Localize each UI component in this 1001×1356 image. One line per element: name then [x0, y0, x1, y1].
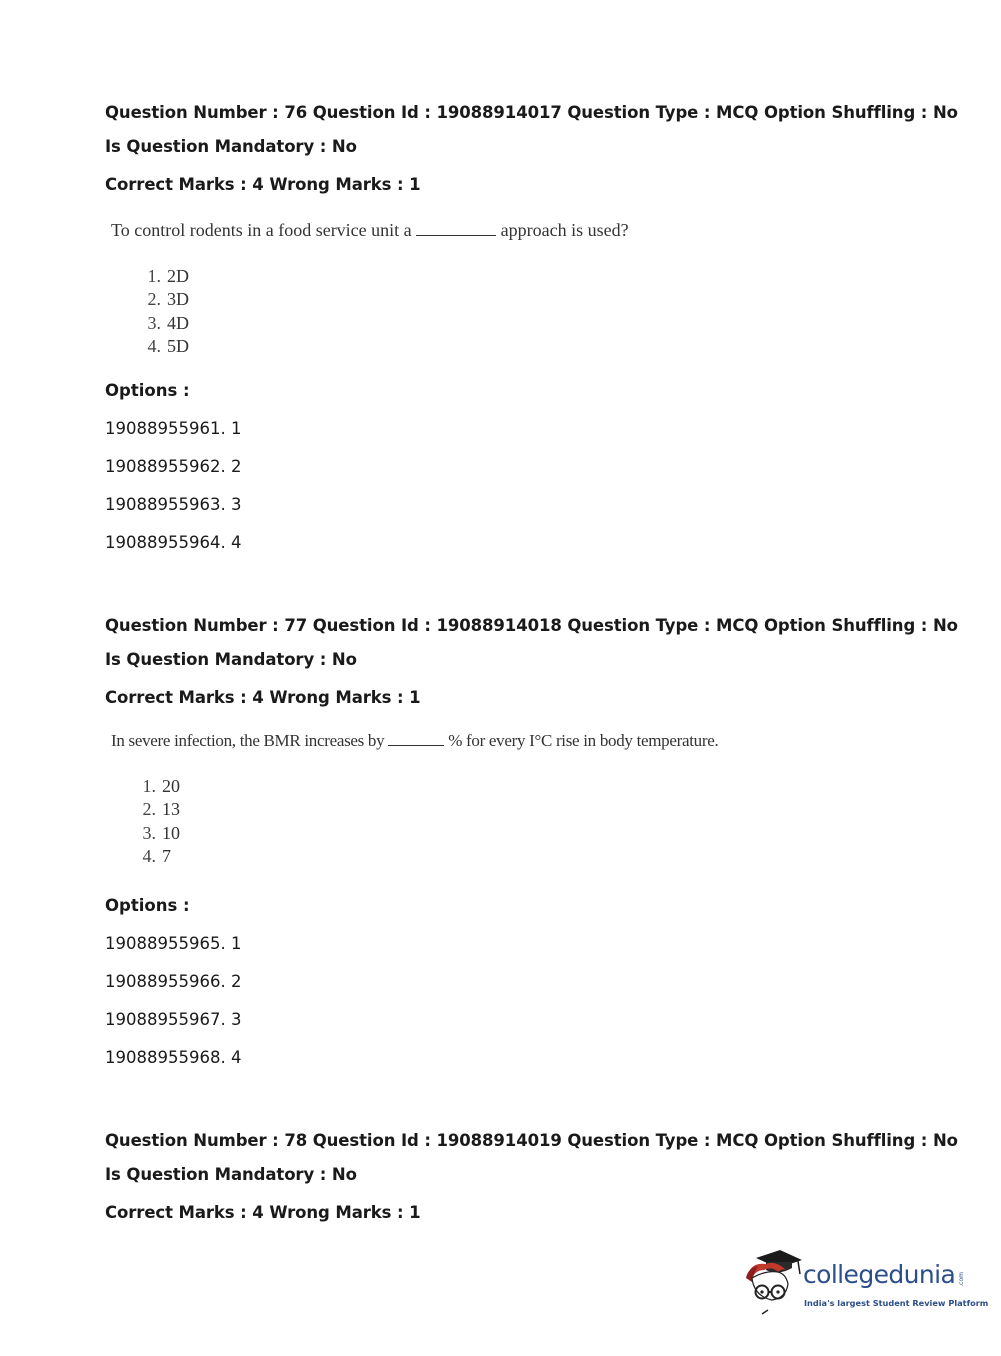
question-meta-line: Question Number : 76 Question Id : 19088914017 Question Type : MCQ Option Shuffling : No: [105, 103, 958, 122]
options-label: Options :: [105, 896, 190, 915]
choice-item: 2. 13: [142, 799, 180, 820]
mandatory-line: Is Question Mandatory : No: [105, 650, 357, 669]
choice-list: [132, 775, 180, 868]
question-text-after: % for every I°C rise in body temperature.: [444, 731, 719, 750]
question-text-before: To control rodents in a food service unit a: [111, 220, 417, 240]
mandatory-line: Is Question Mandatory : No: [105, 137, 357, 156]
marks-line: Correct Marks : 4 Wrong Marks : 1: [105, 688, 421, 707]
choice-item: 1. 20: [142, 776, 180, 796]
logo-tagline: India's largest Student Review Platform: [804, 1298, 989, 1308]
marks-line: Correct Marks : 4 Wrong Marks : 1: [105, 175, 421, 194]
option-line: 19088955963. 3: [105, 495, 242, 514]
logo-suffix: .com: [958, 1272, 965, 1287]
option-line: 19088955966. 2: [105, 972, 242, 991]
question-text-after: approach is used?: [496, 220, 629, 240]
question-text: [111, 731, 718, 751]
choice-item: 1. 2D: [147, 266, 189, 286]
question-text: [111, 220, 629, 241]
option-line: 19088955961. 1: [105, 419, 242, 438]
choice-list: [137, 265, 189, 358]
question-text-before: In severe infection, the BMR increases by: [111, 731, 389, 750]
options-label: Options :: [105, 381, 190, 400]
mandatory-line: Is Question Mandatory : No: [105, 1165, 357, 1184]
fill-blank: [388, 745, 444, 746]
marks-line: Correct Marks : 4 Wrong Marks : 1: [105, 1203, 421, 1222]
collegedunia-logo: [742, 1248, 989, 1318]
choice-item: 3. 4D: [147, 312, 189, 333]
choice-item: 3. 10: [142, 822, 180, 843]
option-line: 19088955964. 4: [105, 533, 242, 552]
choice-item: 4. 7: [142, 845, 171, 866]
question-meta-line: Question Number : 77 Question Id : 19088914018 Question Type : MCQ Option Shuffling : No: [105, 616, 958, 635]
option-line: 19088955962. 2: [105, 457, 242, 476]
option-line: 19088955967. 3: [105, 1010, 242, 1029]
choice-item: 4. 5D: [147, 335, 189, 356]
fill-blank: [416, 235, 496, 236]
option-line: 19088955965. 1: [105, 934, 242, 953]
choice-item: 2. 3D: [147, 289, 189, 310]
logo-wordmark: collegedunia: [803, 1260, 956, 1289]
option-line: 19088955968. 4: [105, 1048, 242, 1067]
question-meta-line: Question Number : 78 Question Id : 19088914019 Question Type : MCQ Option Shuffling : No: [105, 1131, 958, 1150]
mascot-icon: [742, 1248, 804, 1320]
